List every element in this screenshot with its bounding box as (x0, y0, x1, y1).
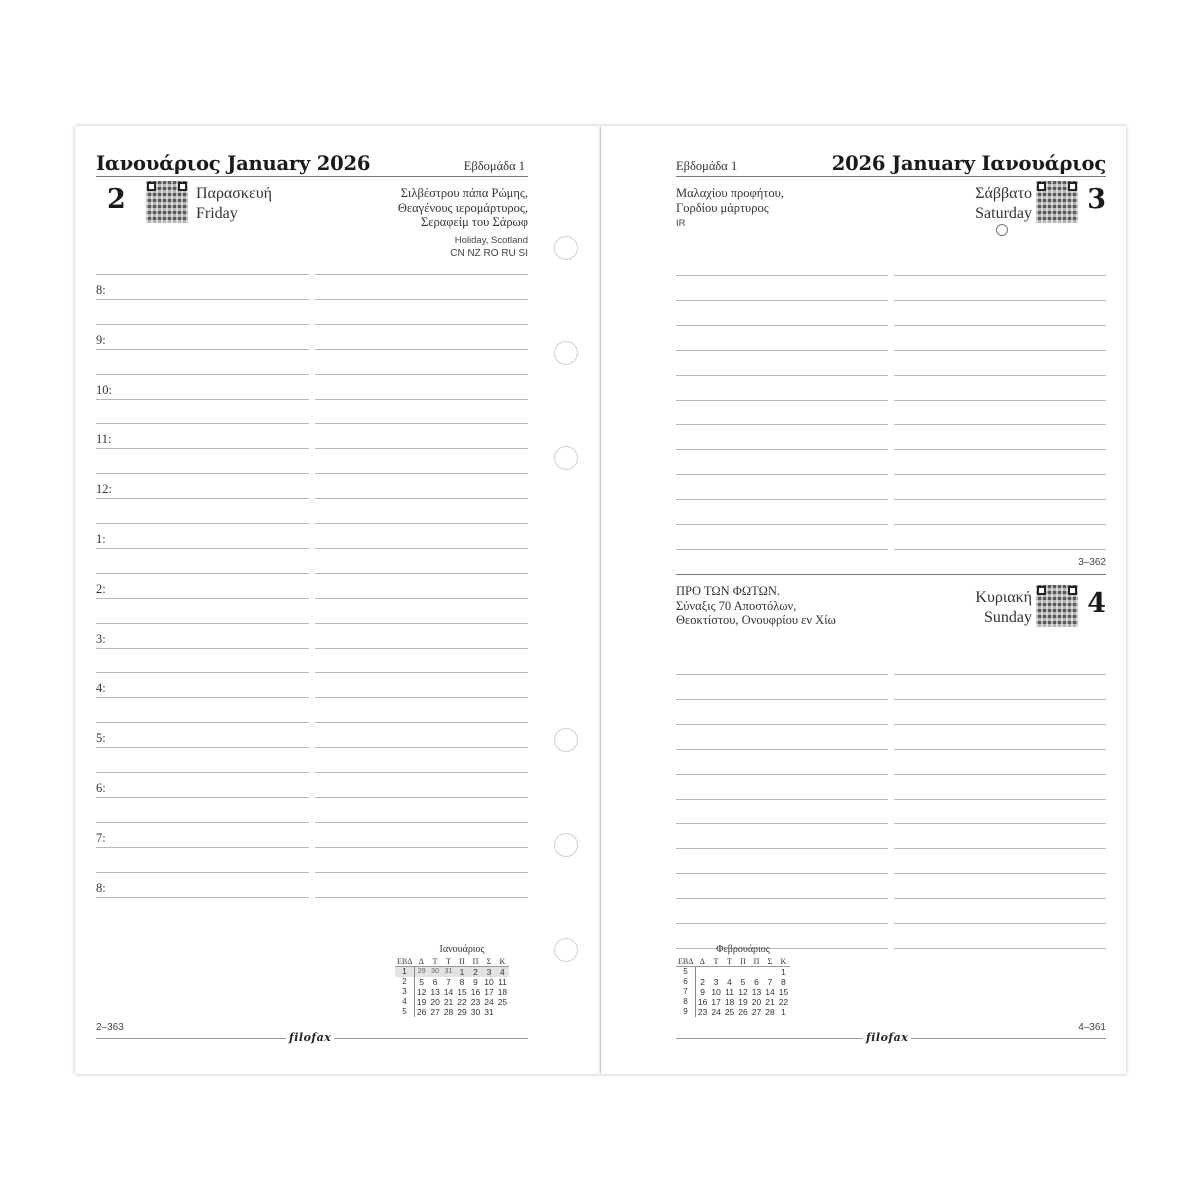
calendar-day-cell: 9 (700, 987, 705, 997)
saturday-saints (676, 186, 784, 215)
writing-line (676, 699, 888, 700)
writing-line (676, 549, 888, 550)
writing-line (96, 648, 309, 649)
writing-line (315, 523, 528, 524)
writing-line (894, 325, 1106, 326)
writing-line (96, 573, 309, 574)
hour-label: 12: (96, 482, 112, 497)
calendar-day-cell: 6 (432, 977, 438, 987)
writing-line (676, 474, 888, 475)
hour-label: 5: (96, 731, 106, 746)
calendar-day-cell (709, 967, 722, 978)
saturday-qr-code (1036, 181, 1078, 223)
calendar-header-cell: Π (469, 957, 482, 967)
calendar-day-cell: 16 (697, 997, 708, 1007)
calendar-day-cell: 14 (443, 987, 454, 997)
calendar-day-cell: 1 (781, 1007, 786, 1017)
writing-line (676, 799, 888, 800)
calendar-day-cell: 19 (416, 997, 427, 1007)
writing-line (676, 325, 888, 326)
writing-line (96, 697, 309, 698)
calendar-day-cell: 24 (484, 997, 494, 1007)
friday-saints (398, 186, 528, 230)
right-page-title: 2026 January Ιανουάριος (831, 152, 1106, 175)
calendar-header-cell: Σ (482, 957, 495, 967)
writing-line (315, 374, 528, 375)
writing-line (96, 847, 309, 848)
writing-line (894, 848, 1106, 849)
writing-line (315, 672, 528, 673)
writing-line (315, 822, 528, 823)
calendar-day-cell (695, 967, 709, 978)
sunday-qr-code (1036, 585, 1078, 627)
writing-line (676, 275, 888, 276)
calendar-header-cell: Δ (695, 957, 709, 967)
sunday-day-number: 4 (1087, 588, 1106, 619)
binder-hole (554, 938, 578, 962)
calendar-header-cell: Π (750, 957, 763, 967)
hour-label: 8: (96, 880, 106, 895)
calendar-day-cell: 27 (751, 1007, 762, 1017)
hour-label: 1: (96, 532, 106, 546)
writing-line (315, 897, 528, 898)
calendar-day-cell: 16 (470, 987, 481, 997)
calendar-header-cell: Τ (709, 957, 722, 967)
writing-line (315, 349, 528, 350)
calendar-header-cell: ΕΒΔ (397, 957, 413, 966)
saturday-english-name: Saturday (975, 205, 1032, 222)
saint-line: Σεραφείμ του Σάρωφ (420, 215, 528, 229)
writing-line (315, 598, 528, 599)
writing-line (894, 275, 1106, 276)
friday-holiday-codes: CN NZ RO RU SI (450, 248, 528, 259)
calendar-header-cell: Τ (442, 957, 455, 967)
calendar-header-cell: Κ (777, 957, 790, 967)
hour-label: 3: (96, 631, 106, 646)
saint-line: Θεαγένους ιερομάρτυρος, (397, 200, 528, 215)
writing-line (315, 498, 528, 499)
calendar-day-cell: 10 (484, 977, 494, 987)
writing-line (894, 873, 1106, 874)
calendar-day-cell: 12 (738, 987, 748, 997)
writing-line (894, 400, 1106, 401)
writing-line (676, 823, 888, 824)
calendar-week-number: 3 (395, 987, 414, 997)
saint-line: Μαλαχίου προφήτου, (676, 186, 784, 200)
sunday-english-name: Sunday (984, 609, 1032, 626)
calendar-day-cell: 30 (470, 1007, 481, 1017)
calendar-day-cell: 1 (455, 967, 468, 978)
calendar-day-cell: 8 (781, 977, 786, 987)
writing-line (96, 473, 309, 474)
calendar-day-cell: 19 (738, 997, 748, 1007)
saturday-code: IR (676, 218, 686, 229)
calendar-day-cell: 11 (725, 987, 734, 997)
writing-line (96, 797, 309, 798)
calendar-week-number: 9 (676, 1007, 695, 1017)
calendar-week-number: 8 (676, 997, 695, 1007)
writing-line (96, 772, 309, 773)
calendar-day-cell: 21 (443, 997, 454, 1007)
calendar-day-cell (496, 1007, 509, 1017)
calendar-day-cell: 25 (724, 1007, 735, 1017)
writing-line (315, 299, 528, 300)
writing-line (96, 623, 309, 624)
calendar-day-cell: 14 (765, 987, 775, 997)
calendar-day-cell: 13 (751, 987, 762, 997)
writing-line (894, 699, 1106, 700)
saint-line: Σιλβέστρου πάπα Ρώμης, (400, 186, 528, 200)
writing-line (894, 449, 1106, 450)
hour-label: 8: (96, 283, 106, 297)
writing-line (894, 300, 1106, 301)
writing-line (96, 349, 309, 350)
left-page-title: Ιανουάριος January 2026 (96, 152, 371, 175)
saint-line: Γορδίου μάρτυρος (676, 200, 769, 215)
writing-line (676, 724, 888, 725)
writing-line (894, 424, 1106, 425)
writing-line (894, 350, 1106, 351)
calendar-header-cell: Π (455, 957, 468, 967)
binder-hole (554, 833, 578, 857)
writing-line (315, 697, 528, 698)
friday-day-number: 2 (107, 184, 126, 215)
writing-line (894, 674, 1106, 675)
calendar-day-cell: 30 (428, 967, 441, 978)
right-header-rule (676, 176, 1106, 177)
february-mini-calendar (676, 957, 790, 1017)
writing-line (676, 749, 888, 750)
calendar-day-cell: 26 (738, 1007, 748, 1017)
calendar-header-cell: Π (736, 957, 749, 967)
writing-line (96, 872, 309, 873)
calendar-day-cell: 20 (751, 997, 762, 1007)
writing-line (894, 499, 1106, 500)
writing-line (676, 524, 888, 525)
saint-line: Θεοκτίστου, Ονουφρίου εν Χίω (676, 613, 836, 627)
right-page-code: 4–361 (1078, 1022, 1106, 1033)
saint-line: Σύναξις 70 Αποστόλων, (676, 598, 797, 613)
writing-line (315, 274, 528, 275)
writing-line (676, 898, 888, 899)
calendar-header-cell: ΕΒΔ (678, 957, 694, 966)
writing-line (96, 399, 309, 400)
writing-line (315, 747, 528, 748)
calendar-day-cell: 23 (470, 997, 481, 1007)
calendar-week-number: 5 (676, 967, 695, 978)
friday-holiday: Holiday, Scotland (454, 235, 528, 246)
calendar-day-cell: 6 (754, 977, 759, 987)
calendar-day-cell: 25 (497, 997, 508, 1007)
writing-line (315, 399, 528, 400)
calendar-day-cell: 11 (498, 977, 507, 987)
writing-line (96, 897, 309, 898)
hour-label: 6: (96, 781, 106, 795)
writing-line (315, 872, 528, 873)
calendar-day-cell: 21 (765, 997, 775, 1007)
calendar-day-cell: 8 (459, 977, 465, 987)
writing-line (676, 873, 888, 874)
writing-line (676, 350, 888, 351)
writing-line (96, 423, 309, 424)
writing-line (315, 648, 528, 649)
hour-label: 7: (96, 830, 106, 845)
calendar-day-cell: 17 (711, 997, 721, 1007)
saint-line: ΠΡΟ ΤΩΝ ΦΩΤΩΝ. (676, 584, 781, 598)
writing-line (315, 573, 528, 574)
left-page-code: 2–363 (96, 1022, 124, 1033)
writing-line (96, 822, 309, 823)
calendar-day-cell: 5 (740, 977, 746, 987)
friday-greek-name: Παρασκευή (196, 185, 272, 202)
calendar-day-cell (723, 967, 736, 978)
writing-line (894, 799, 1106, 800)
left-header-rule (96, 176, 528, 177)
february-mini-calendar-title: Φεβρουάριος (716, 944, 770, 955)
writing-line (894, 375, 1106, 376)
calendar-day-cell: 7 (767, 977, 773, 987)
calendar-header-cell: Τ (428, 957, 441, 967)
writing-line (315, 548, 528, 549)
writing-line (96, 747, 309, 748)
writing-line (96, 299, 309, 300)
writing-line (676, 774, 888, 775)
writing-line (894, 774, 1106, 775)
calendar-day-cell: 29 (457, 1007, 467, 1017)
friday-qr-code (146, 181, 188, 223)
writing-line (96, 672, 309, 673)
writing-line (676, 300, 888, 301)
writing-line (676, 848, 888, 849)
calendar-day-cell: 15 (457, 987, 467, 997)
saturday-page-code: 3–362 (1078, 557, 1106, 568)
calendar-week-number: 1 (395, 967, 414, 978)
calendar-day-cell (763, 967, 776, 978)
calendar-day-cell: 18 (724, 997, 735, 1007)
writing-line (96, 598, 309, 599)
calendar-day-cell: 10 (711, 987, 721, 997)
hour-label: 2: (96, 581, 106, 596)
writing-line (894, 724, 1106, 725)
writing-line (96, 374, 309, 375)
left-week-label: Εβδομάδα 1 (463, 159, 525, 173)
hour-label: 9: (96, 332, 106, 347)
calendar-day-cell: 1 (781, 967, 786, 977)
calendar-day-cell (750, 967, 763, 978)
saturday-greek-name: Σάββατο (975, 185, 1032, 202)
writing-line (676, 499, 888, 500)
right-week-label: Εβδομάδα 1 (676, 159, 738, 173)
saturday-day-number: 3 (1087, 184, 1106, 215)
writing-line (315, 448, 528, 449)
left-diary-page (75, 126, 600, 1074)
calendar-week-number: 2 (395, 977, 414, 987)
calendar-day-cell: 3 (713, 977, 719, 987)
january-mini-calendar (395, 957, 509, 1017)
binder-hole (554, 236, 578, 260)
calendar-day-cell: 20 (430, 997, 440, 1007)
calendar-week-number: 4 (395, 997, 414, 1007)
calendar-day-cell: 2 (700, 977, 705, 987)
hour-label: 4: (96, 681, 106, 696)
writing-line (894, 823, 1106, 824)
calendar-day-cell: 7 (446, 977, 451, 987)
writing-line (315, 847, 528, 848)
writing-line (676, 400, 888, 401)
moon-phase-icon (996, 224, 1008, 236)
writing-line (315, 473, 528, 474)
calendar-day-cell: 27 (430, 1007, 440, 1017)
writing-line (96, 274, 309, 275)
writing-line (894, 948, 1106, 949)
calendar-day-cell: 28 (443, 1007, 454, 1017)
calendar-day-cell: 9 (473, 977, 478, 987)
calendar-day-cell: 13 (430, 987, 440, 997)
writing-line (315, 797, 528, 798)
calendar-day-cell: 3 (482, 967, 495, 978)
sunday-saints (676, 584, 836, 628)
writing-line (315, 423, 528, 424)
writing-line (676, 923, 888, 924)
calendar-header-cell: Σ (763, 957, 776, 967)
calendar-day-cell: 31 (442, 967, 455, 978)
writing-line (96, 548, 309, 549)
writing-line (894, 524, 1106, 525)
calendar-day-cell: 29 (414, 967, 428, 978)
writing-line (894, 549, 1106, 550)
writing-line (894, 749, 1106, 750)
writing-line (894, 474, 1106, 475)
sunday-greek-name: Κυριακή (975, 589, 1032, 606)
left-filofax-logo: filofax (286, 1031, 334, 1044)
calendar-day-cell: 12 (416, 987, 427, 997)
writing-line (315, 623, 528, 624)
writing-line (315, 324, 528, 325)
writing-line (676, 674, 888, 675)
calendar-header-cell: Τ (723, 957, 736, 967)
writing-line (96, 324, 309, 325)
writing-line (676, 449, 888, 450)
calendar-day-cell: 5 (419, 977, 424, 987)
binder-hole (554, 728, 578, 752)
calendar-header-cell: Κ (496, 957, 509, 967)
writing-line (676, 424, 888, 425)
calendar-header-cell: Δ (414, 957, 428, 967)
binder-hole (554, 341, 578, 365)
calendar-day-cell: 28 (765, 1007, 775, 1017)
calendar-day-cell: 26 (416, 1007, 427, 1017)
sunday-divider-rule (676, 574, 1106, 575)
writing-line (96, 498, 309, 499)
calendar-day-cell: 4 (496, 967, 509, 978)
writing-line (315, 722, 528, 723)
writing-line (96, 722, 309, 723)
binder-hole (554, 446, 578, 470)
writing-line (894, 898, 1106, 899)
right-filofax-logo: filofax (863, 1031, 911, 1044)
calendar-day-cell: 31 (484, 1007, 494, 1017)
calendar-day-cell: 22 (457, 997, 467, 1007)
calendar-day-cell: 4 (727, 977, 732, 987)
calendar-day-cell: 18 (497, 987, 508, 997)
january-mini-calendar-title: Ιανουάριος (439, 944, 485, 955)
writing-line (96, 523, 309, 524)
calendar-week-number: 5 (395, 1007, 414, 1017)
calendar-day-cell (736, 967, 749, 978)
calendar-week-number: 6 (676, 977, 695, 987)
calendar-day-cell: 17 (484, 987, 494, 997)
hour-label: 11: (96, 432, 112, 447)
friday-english-name: Friday (196, 205, 238, 222)
writing-line (96, 448, 309, 449)
writing-line (315, 772, 528, 773)
calendar-week-number: 7 (676, 987, 695, 997)
writing-line (894, 923, 1106, 924)
calendar-day-cell: 2 (469, 967, 482, 978)
calendar-day-cell: 15 (778, 987, 789, 997)
right-diary-page (601, 126, 1126, 1074)
hour-label: 10: (96, 382, 112, 397)
calendar-day-cell: 22 (778, 997, 789, 1007)
calendar-day-cell: 23 (697, 1007, 708, 1017)
calendar-day-cell: 24 (711, 1007, 721, 1017)
writing-line (676, 375, 888, 376)
